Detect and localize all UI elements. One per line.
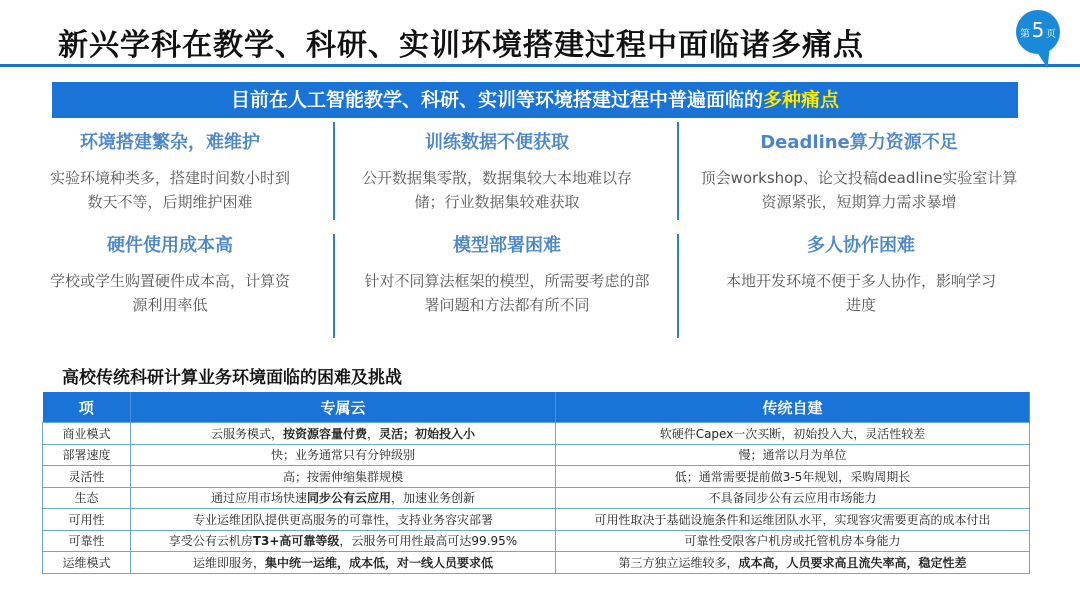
text-segment: 慢；通常以月为单位 (738, 448, 847, 463)
column-divider (677, 234, 679, 338)
row-self-cell (556, 487, 1030, 509)
text-segment: 专业运维团队提供更高服务的可靠性，支持业务容灾部署 (192, 512, 493, 527)
row-item-cell: 生态 (43, 487, 131, 509)
comparison-table-body (43, 423, 1030, 574)
row-item-cell: 商业模式 (43, 423, 131, 445)
text-segment: 快；业务通常只有分钟级别 (270, 448, 415, 463)
bold-text: T3+高可靠等级 (252, 534, 340, 549)
pain-point-desc: 公开数据集零散，数据集较大本地难以存储；行业数据集较难获取 (362, 169, 633, 211)
text-segment: 通过应用市场快速 (210, 491, 307, 506)
summary-banner (52, 82, 1018, 118)
header-cloud: 专属云 (131, 392, 556, 423)
row-item-cell: 可用性 (43, 509, 131, 531)
text-segment: ，加速业务创新 (391, 491, 476, 506)
row-item-cell: 运维模式 (43, 552, 131, 574)
bold-text: 集中统一运维，成本低，对一线人员要求低 (265, 555, 494, 570)
pain-point-desc: 实验环境种类多，搭建时间数小时到数天不等，后期维护困难 (50, 169, 291, 211)
pain-point-desc: 针对不同算法框架的模型，所需要考虑的部署问题和方法都有所不同 (364, 272, 650, 314)
comparison-subtitle: 高校传统科研计算业务环境面临的困难及挑战 (62, 368, 402, 388)
row-cloud-cell (131, 552, 556, 574)
column-divider (333, 234, 335, 338)
row-item-cell: 部署速度 (43, 444, 131, 466)
column-divider (677, 122, 679, 220)
banner-text: 目前在人工智能教学、科研、实训等环境搭建过程中普遍面临的 (230, 89, 763, 111)
text-segment: 第三方独立运维较多， (618, 555, 739, 570)
pain-point-card (50, 128, 290, 214)
row-self-cell (556, 552, 1030, 574)
header-self: 传统自建 (556, 392, 1030, 423)
pain-point-card (362, 128, 632, 214)
pain-point-card (700, 128, 1018, 214)
row-cloud-cell (131, 466, 556, 488)
pain-point-card (720, 231, 1002, 317)
table-row (43, 444, 1030, 466)
comparison-table (42, 392, 1030, 574)
pain-point-desc: 顶会workshop、论文投稿deadline实验室计算资源紧张，短期算力需求暴增 (700, 169, 1018, 211)
page-title: 新兴学科在教学、科研、实训环境搭建过程中面临诸多痛点 (58, 28, 864, 63)
pain-point-title: 多人协作困难 (807, 235, 915, 256)
row-self-cell (556, 444, 1030, 466)
row-self-cell (556, 509, 1030, 531)
text-segment: 运维即服务， (192, 555, 265, 570)
text-segment: 高；按需伸缩集群规模 (282, 469, 403, 484)
row-cloud-cell (131, 423, 556, 445)
bold-text: 同步公有云应用 (306, 491, 391, 506)
row-self-cell (556, 423, 1030, 445)
row-cloud-cell (131, 487, 556, 509)
text-segment: ， (367, 426, 380, 441)
pain-point-card (362, 231, 652, 317)
bold-text: 按资源容量付费 (282, 426, 367, 441)
bold-text: 成本高，人员要求高且流失率高，稳定性差 (738, 555, 967, 570)
text-segment: 享受公有云机房 (168, 534, 253, 549)
page-number-badge (1016, 10, 1060, 54)
row-self-cell (556, 466, 1030, 488)
pain-point-title: 环境搭建繁杂，难维护 (80, 132, 260, 153)
table-row (43, 423, 1030, 445)
row-item-cell: 灵活性 (43, 466, 131, 488)
page-suffix: 页 (1046, 29, 1056, 40)
pain-point-title: Deadline算力资源不足 (760, 132, 958, 153)
pain-point-title: 硬件使用成本高 (107, 235, 233, 256)
header-item: 项 (43, 392, 131, 423)
page-number: 5 (1031, 18, 1045, 42)
text-segment: ，云服务可用性最高可达99.95% (339, 534, 518, 549)
table-row (43, 466, 1030, 488)
table-row (43, 552, 1030, 574)
table-header-row (43, 392, 1030, 423)
title-divider (0, 64, 1080, 67)
row-self-cell (556, 530, 1030, 552)
pain-point-title: 模型部署困难 (453, 235, 561, 256)
text-segment: 软硬件Capex一次买断，初始投入大，灵活性较差 (659, 426, 926, 441)
row-item-cell: 可靠性 (43, 530, 131, 552)
text-segment: 云服务模式， (210, 426, 283, 441)
text-segment: 可用性取决于基础设施条件和运维团队水平，实现容灾需要更高的成本付出 (594, 512, 991, 527)
row-cloud-cell (131, 509, 556, 531)
pain-point-desc: 学校或学生购置硬件成本高，计算资源利用率低 (50, 272, 291, 314)
bold-text: 灵活；初始投入小 (379, 426, 476, 441)
table-row (43, 509, 1030, 531)
banner-highlight: 多种痛点 (763, 89, 840, 111)
table-row (43, 487, 1030, 509)
column-divider (333, 122, 335, 220)
text-segment: 不具备同步公有云应用市场能力 (708, 491, 877, 506)
pain-point-card (50, 231, 290, 317)
text-segment: 可靠性受限客户机房或托管机房本身能力 (684, 534, 901, 549)
pain-point-title: 训练数据不便获取 (425, 132, 569, 153)
page-prefix: 第 (1020, 29, 1030, 40)
pain-point-desc: 本地开发环境不便于多人协作，影响学习进度 (725, 272, 996, 314)
row-cloud-cell (131, 530, 556, 552)
table-row (43, 530, 1030, 552)
text-segment: 低；通常需要提前做3-5年规划，采购周期长 (674, 469, 911, 484)
row-cloud-cell (131, 444, 556, 466)
